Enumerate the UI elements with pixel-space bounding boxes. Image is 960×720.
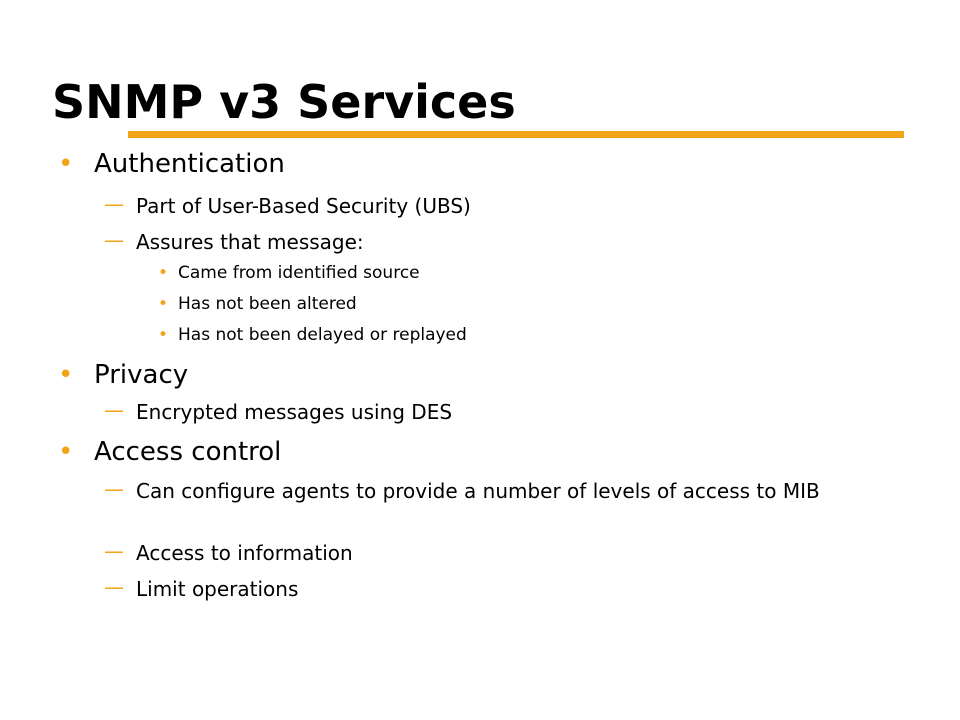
bullet-icon: • xyxy=(158,294,169,314)
bullet-icon: • xyxy=(158,325,169,345)
dash-icon: — xyxy=(104,575,124,599)
bullet-privacy: Privacy xyxy=(94,360,189,390)
sub-bullet: Encrypted messages using DES xyxy=(136,400,453,424)
bullet-icon: • xyxy=(58,149,74,179)
sub-bullet: Part of User-Based Security (UBS) xyxy=(136,194,471,218)
sub-bullet: Assures that message: xyxy=(136,230,364,254)
slide-title: SNMP v3 Services xyxy=(52,75,516,129)
sub-sub-bullet: Has not been delayed or replayed xyxy=(178,325,467,345)
sub-sub-bullet: Has not been altered xyxy=(178,294,357,314)
sub-bullet: Limit operations xyxy=(136,577,299,601)
dash-icon: — xyxy=(104,539,124,563)
bullet-icon: • xyxy=(58,360,74,390)
dash-icon: — xyxy=(104,398,124,422)
dash-icon: — xyxy=(104,228,124,252)
sub-sub-bullet: Came from identified source xyxy=(178,263,420,283)
dash-icon: — xyxy=(104,477,124,501)
bullet-access-control: Access control xyxy=(94,437,282,467)
bullet-authentication: Authentication xyxy=(94,149,285,179)
title-underline xyxy=(128,131,904,138)
bullet-icon: • xyxy=(158,263,169,283)
sub-bullet: Can configure agents to provide a number of levels of access to MIB xyxy=(136,479,820,503)
bullet-icon: • xyxy=(58,437,74,467)
sub-bullet: Access to information xyxy=(136,541,353,565)
dash-icon: — xyxy=(104,192,124,216)
